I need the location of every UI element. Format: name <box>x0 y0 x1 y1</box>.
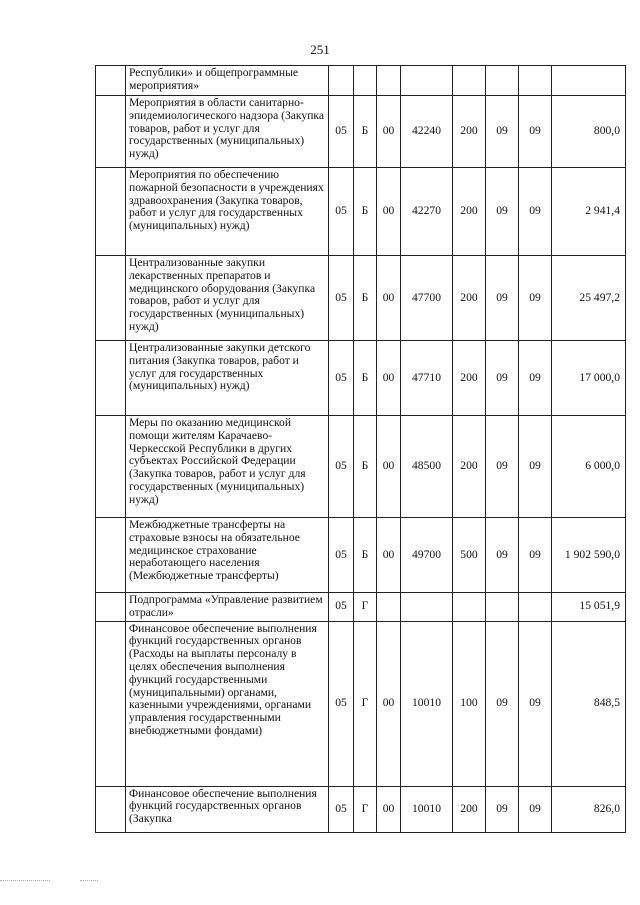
vr-code-cell: 200 <box>453 786 486 832</box>
section-code-cell: 09 <box>486 256 519 341</box>
expense-code-cell: 47710 <box>401 341 453 416</box>
program-code-cell: 05 <box>329 256 354 341</box>
subprogram-code-cell: Б <box>354 256 377 341</box>
subsection-code-cell: 09 <box>519 96 552 168</box>
expense-name-cell: Республики» и общепрограммные мероприятия» <box>126 66 329 96</box>
expense-name-cell: Централизованные закупки лекарственных препаратов и медицинского оборудования (Закупка товаров, работ и услуг для государственных (муниципальных) нужд) <box>126 256 329 341</box>
table-row <box>96 518 626 593</box>
row-number-cell <box>96 341 126 416</box>
amount-cell: 17 000,0 <box>552 341 626 416</box>
direction-code-cell: 00 <box>377 256 401 341</box>
subsection-code-cell: 09 <box>519 518 552 593</box>
vr-code-cell: 200 <box>453 96 486 168</box>
expense-code-cell <box>401 66 453 96</box>
expense-code-cell: 42240 <box>401 96 453 168</box>
section-code-cell: 09 <box>486 518 519 593</box>
subsection-code-cell: 09 <box>519 621 552 786</box>
row-number-cell <box>96 621 126 786</box>
expense-code-cell: 10010 <box>401 786 453 832</box>
expense-name-cell: Меры по оказанию медицинской помощи жителям Карачаево-Черкесской Республики в других субъектах Российской Федерации (Закупка товаров, работ и услуг для государственных (муниципальных) нужд) <box>126 416 329 518</box>
row-number-cell <box>96 168 126 256</box>
table-row <box>96 621 626 786</box>
table-row <box>96 168 626 256</box>
program-code-cell <box>329 66 354 96</box>
row-number-cell <box>96 66 126 96</box>
program-code-cell: 05 <box>329 786 354 832</box>
subsection-code-cell: 09 <box>519 416 552 518</box>
section-code-cell: 09 <box>486 96 519 168</box>
subprogram-code-cell: Г <box>354 593 377 622</box>
vr-code-cell: 200 <box>453 256 486 341</box>
expense-name-cell: Финансовое обеспечение выполнения функций государственных органов (Закупка <box>126 786 329 832</box>
row-number-cell <box>96 256 126 341</box>
expense-code-cell <box>401 593 453 622</box>
vr-code-cell: 500 <box>453 518 486 593</box>
subsection-code-cell <box>519 66 552 96</box>
vr-code-cell: 100 <box>453 621 486 786</box>
expense-name-cell: Мероприятия по обеспечению пожарной безопасности в учреждениях здравоохранения (Закупка товаров, работ и услуг для государственных (муниципальных) нужд) <box>126 168 329 256</box>
vr-code-cell: 200 <box>453 168 486 256</box>
direction-code-cell: 00 <box>377 96 401 168</box>
subprogram-code-cell: Б <box>354 341 377 416</box>
table-row <box>96 593 626 622</box>
direction-code-cell: 00 <box>377 518 401 593</box>
amount-cell: 848,5 <box>552 621 626 786</box>
subprogram-code-cell: Г <box>354 786 377 832</box>
expense-code-cell: 42270 <box>401 168 453 256</box>
section-code-cell: 09 <box>486 168 519 256</box>
page-number: 251 <box>310 42 330 57</box>
table-row <box>96 786 626 832</box>
amount-cell: 6 000,0 <box>552 416 626 518</box>
amount-cell: 15 051,9 <box>552 593 626 622</box>
budget-table-wrapper <box>95 65 626 833</box>
expense-name-cell: Мероприятия в области санитарно-эпидемиологического надзора (Закупка товаров, работ и услуг для государственных (муниципальных) нужд) <box>126 96 329 168</box>
section-code-cell: 09 <box>486 621 519 786</box>
amount-cell <box>552 66 626 96</box>
program-code-cell: 05 <box>329 593 354 622</box>
expense-code-cell: 47700 <box>401 256 453 341</box>
program-code-cell: 05 <box>329 168 354 256</box>
vr-code-cell: 200 <box>453 416 486 518</box>
subprogram-code-cell: Г <box>354 621 377 786</box>
direction-code-cell <box>377 66 401 96</box>
direction-code-cell: 00 <box>377 341 401 416</box>
subprogram-code-cell: Б <box>354 168 377 256</box>
vr-code-cell: 200 <box>453 341 486 416</box>
subsection-code-cell: 09 <box>519 256 552 341</box>
program-code-cell: 05 <box>329 518 354 593</box>
direction-code-cell: 00 <box>377 416 401 518</box>
expense-name-cell: Подпрограмма «Управление развитием отрасли» <box>126 593 329 622</box>
subprogram-code-cell <box>354 66 377 96</box>
direction-code-cell: 00 <box>377 786 401 832</box>
subsection-code-cell: 09 <box>519 168 552 256</box>
program-code-cell: 05 <box>329 96 354 168</box>
table-row <box>96 256 626 341</box>
program-code-cell: 05 <box>329 621 354 786</box>
section-code-cell: 09 <box>486 341 519 416</box>
budget-table <box>95 65 626 833</box>
expense-code-cell: 49700 <box>401 518 453 593</box>
subsection-code-cell: 09 <box>519 341 552 416</box>
row-number-cell <box>96 96 126 168</box>
row-number-cell <box>96 518 126 593</box>
amount-cell: 1 902 590,0 <box>552 518 626 593</box>
amount-cell: 826,0 <box>552 786 626 832</box>
expense-name-cell: Межбюджетные трансферты на страховые взносы на обязательное медицинское страхование неработающего населения (Межбюджетные трансферты) <box>126 518 329 593</box>
row-number-cell <box>96 593 126 622</box>
section-code-cell <box>486 593 519 622</box>
direction-code-cell <box>377 593 401 622</box>
amount-cell: 2 941,4 <box>552 168 626 256</box>
row-number-cell <box>96 786 126 832</box>
table-row <box>96 96 626 168</box>
subprogram-code-cell: Б <box>354 416 377 518</box>
row-number-cell <box>96 416 126 518</box>
expense-code-cell: 48500 <box>401 416 453 518</box>
subsection-code-cell <box>519 593 552 622</box>
program-code-cell: 05 <box>329 341 354 416</box>
table-row <box>96 341 626 416</box>
direction-code-cell: 00 <box>377 168 401 256</box>
section-code-cell <box>486 66 519 96</box>
direction-code-cell: 00 <box>377 621 401 786</box>
vr-code-cell <box>453 66 486 96</box>
table-row <box>96 66 626 96</box>
program-code-cell: 05 <box>329 416 354 518</box>
expense-code-cell: 10010 <box>401 621 453 786</box>
footer-divider-short <box>80 880 98 881</box>
amount-cell: 25 497,2 <box>552 256 626 341</box>
vr-code-cell <box>453 593 486 622</box>
subsection-code-cell: 09 <box>519 786 552 832</box>
amount-cell: 800,0 <box>552 96 626 168</box>
expense-name-cell: Финансовое обеспечение выполнения функций государственных органов (Расходы на выплаты персоналу в целях обеспечения выполнения функций государственными (муниципальными) органами, казенными учреждениями, органами управления государственными внебюджетными фондами) <box>126 621 329 786</box>
expense-name-cell: Централизованные закупки детского питания (Закупка товаров, работ и услуг для государственных (муниципальных) нужд) <box>126 341 329 416</box>
footer-divider <box>0 880 50 881</box>
table-row <box>96 416 626 518</box>
subprogram-code-cell: Б <box>354 518 377 593</box>
section-code-cell: 09 <box>486 416 519 518</box>
subprogram-code-cell: Б <box>354 96 377 168</box>
section-code-cell: 09 <box>486 786 519 832</box>
